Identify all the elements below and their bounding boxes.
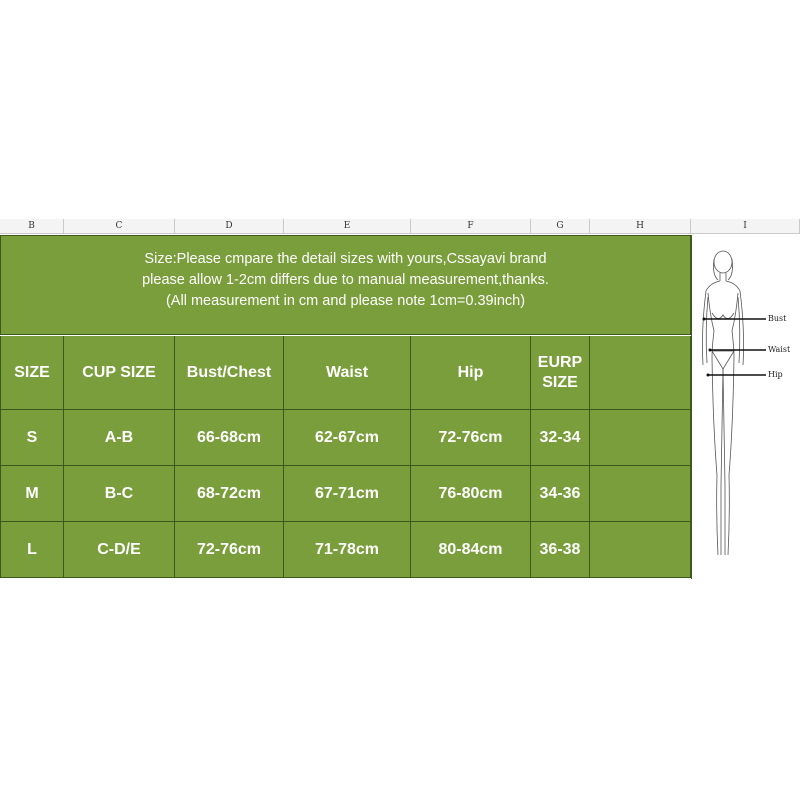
hip-label: Hip <box>768 370 783 379</box>
table-cell: 76-80cm <box>411 466 531 522</box>
column-header-g: G <box>531 219 590 234</box>
table-cell: 71-78cm <box>284 522 411 578</box>
table-cell: B-C <box>64 466 175 522</box>
body-figure-cell <box>691 235 800 579</box>
table-cell: L <box>0 522 64 578</box>
notice-line-2: please allow 1-2cm differs due to manual measurement,thanks. <box>142 272 549 288</box>
column-header-h: H <box>590 219 691 234</box>
table-cell: 32-34 <box>531 410 590 466</box>
eurp-size-header: EURP SIZE <box>531 336 590 410</box>
column-header-b: B <box>0 219 64 234</box>
table-cell: 72-76cm <box>411 410 531 466</box>
hip-header: Hip <box>411 336 531 410</box>
empty-cell <box>590 522 691 578</box>
waist-label: Waist <box>768 345 791 354</box>
empty-cell <box>590 466 691 522</box>
cup-size-header: CUP SIZE <box>64 336 175 410</box>
bust-label: Bust <box>768 314 787 323</box>
notice-line-1: Size:Please cmpare the detail sizes with yours,Cssayavi brand <box>144 251 547 267</box>
body-silhouette-icon <box>692 235 800 579</box>
bust-chest-header: Bust/Chest <box>175 336 284 410</box>
column-header-e: E <box>284 219 411 234</box>
table-cell: 34-36 <box>531 466 590 522</box>
column-header-d: D <box>175 219 284 234</box>
table-cell: M <box>0 466 64 522</box>
notice-line-3: (All measurement in cm and please note 1cm=0.39inch) <box>165 293 526 309</box>
table-cell: 68-72cm <box>175 466 284 522</box>
size-header: SIZE <box>0 336 64 410</box>
table-cell: S <box>0 410 64 466</box>
column-header-c: C <box>64 219 175 234</box>
empty-cell <box>590 336 691 410</box>
table-cell: 66-68cm <box>175 410 284 466</box>
table-cell: C-D/E <box>64 522 175 578</box>
table-cell: 62-67cm <box>284 410 411 466</box>
waist-header: Waist <box>284 336 411 410</box>
table-cell: 36-38 <box>531 522 590 578</box>
column-header-i: I <box>691 219 800 234</box>
table-cell: 72-76cm <box>175 522 284 578</box>
table-cell: A-B <box>64 410 175 466</box>
measurement-notice <box>0 235 691 335</box>
column-header-f: F <box>411 219 531 234</box>
size-chart-sheet <box>0 219 800 579</box>
table-cell: 67-71cm <box>284 466 411 522</box>
empty-cell <box>590 410 691 466</box>
size-table <box>0 336 800 576</box>
table-cell: 80-84cm <box>411 522 531 578</box>
